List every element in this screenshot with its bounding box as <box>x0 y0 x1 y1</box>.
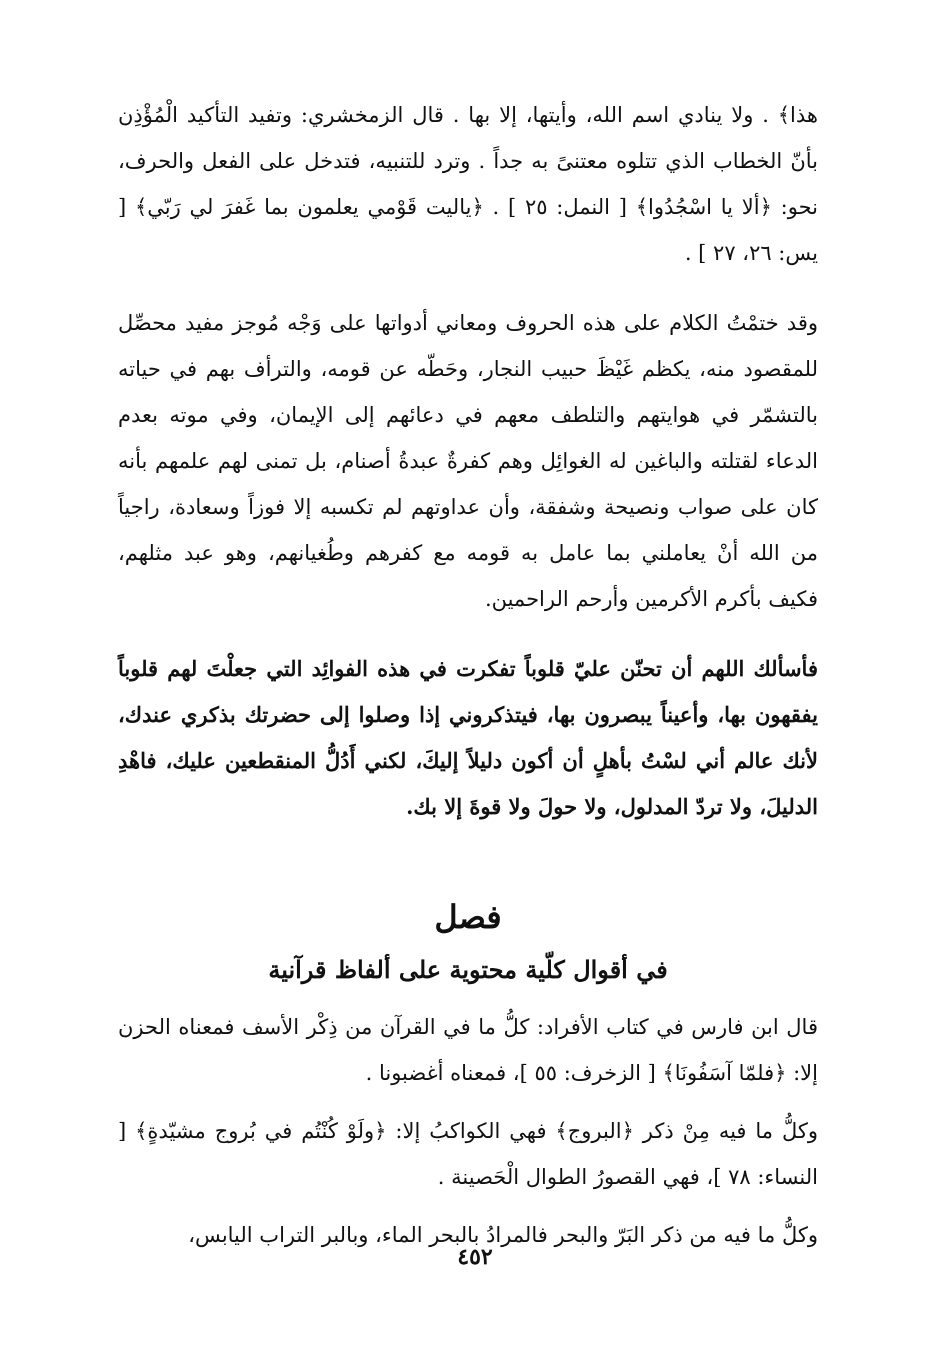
paragraph-conclusion-habib: وقد ختمْتُ الكلام على هذه الحروف ومعاني أدواتها على وَجْه مُوجز مفيد محصِّل للمقصود منه، يكظم غَيْظَ حبيب النجار، وحَطّه عن قومه، والترأف بهم في حياته بالتشمّر في هوايتهم والتلطف معهم في دعائهم إلى الإيمان، وفي موته بعدم الدعاء لقتلته والباغين له الغوائِل وهم كفرةٌ عبدةُ أصنام، بل تمنى لهم علمهم بأنه كان على صواب ونصيحة وشفقة، وأن عداوتهم لم تكسبه إلا فوزاً وسعادة، راجياً من الله أنْ يعاملني بما عامل به قومه مع كفرهم وطُغيانهم، وهو عبد مثلهم، فكيف بأكرم الأكرمين وأرحم الراحمين. <box>118 311 818 611</box>
paragraph-vocative-particle: هذا﴾ . ولا ينادي اسم الله، وأيتها، إلا بها . قال الزمخشري: وتفيد التأكيد الْمُؤْذِن بأنّ الخطاب الذي تتلوه معتنىً به جداً . وترد للتنبيه، فتدخل على الفعل والحرف، نحو: ﴿ألا يا اسْجُدُوا﴾ [ النمل: ٢٥ ] . ﴿ياليت قَوْمي يعلمون بما غَفرَ لي رَبّي﴾ [ يس: ٢٦، ٢٧ ] . <box>118 103 819 265</box>
paragraph-spacer <box>118 276 818 300</box>
section-spacer <box>118 830 818 892</box>
paragraph-land-sea: وكلُّ ما فيه من ذكر البَرّ والبحر فالمرادُ بالبحر الماء، وبالبر التراب اليابس، <box>188 1223 818 1247</box>
paragraph-spacer <box>118 1096 818 1108</box>
paragraph-supplication: فأسألك اللهم أن تحنّن عليّ قلوباً تفكرت في هذه الفوائِد التي جعلْتَ لهم قلوباً يفقهون بها، وأعيناً يبصرون بها، فيتذكروني إذا وصلوا إلى حضرتك بذكري عندك، لأنك عالم أني لسْتُ بأهلٍ أن أكون دليلاً إليكَ، لكني أَدُلُّ المنقطعين عليك، فاهْدِ الدليلَ، ولا تردّ المدلول، ولا حولَ ولا قوةَ إلا بك. <box>118 656 818 819</box>
section-subheading: في أقوال كلّية محتوية على ألفاظ قرآنية <box>268 955 668 984</box>
paragraph-spacer <box>118 1200 818 1212</box>
paragraph-spacer <box>118 622 818 646</box>
paragraph-buruj: وكلُّ ما فيه مِنْ ذكر ﴿البروج﴾ فهي الكواكبُ إلا: ﴿ولَوْ كُنْتُم في بُروج مشيّدةٍ﴾ [ النساء: ٧٨ ]، فهي القصورُ الطوال الْحَصينة . <box>118 1119 818 1189</box>
page-body <box>118 92 818 1258</box>
section-heading: فصل <box>434 898 502 936</box>
page-number: ٤٥٢ <box>457 1244 493 1270</box>
paragraph-ibn-faris: قال ابن فارس في كتاب الأفراد: كلُّ ما في القرآن من ذِكْر الأسف فمعناه الحزن إلا: ﴿فلمّا آسَفُونَا﴾ [ الزخرف: ٥٥ ]، فمعناه أغضبونا . <box>118 1015 818 1085</box>
